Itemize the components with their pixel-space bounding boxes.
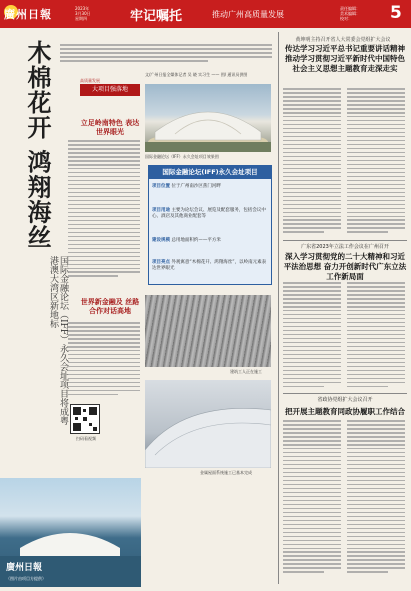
lead-vertical-subtitle: 国际金融论坛（IFF）永久会址项目将成粤港澳大湾区新地标 — [48, 256, 68, 426]
article-1-title: 传达学习习近平总书记重要讲话精神 推动学习贯彻习近平新时代中国特色社会主义思想主题教育走深走实 — [285, 44, 405, 73]
article-2-body-col-1 — [283, 282, 341, 392]
article-1-kicker: 黄坤明主持召开省人大常委会党组扩大会议 — [295, 37, 391, 43]
article-2-body-col-2 — [347, 282, 405, 392]
article-2-title: 深入学习贯彻党的二十大精神和习近平法治思想 奋力开创新时代广东立法工作新局面 — [283, 252, 407, 281]
construction-photo — [145, 295, 271, 367]
ifc-item: 项目亮点 外观寓意“木棉花开、鸿翔海丝”，以岭南元素表达世界眼光 — [152, 260, 267, 271]
venue-rendering-caption: 国际金融论坛（IFF）永久会址项目效果图 — [145, 154, 219, 159]
section-tag-top: 高质量发展 — [80, 78, 100, 83]
qr-code-label: 扫码看视频 — [76, 436, 96, 441]
article-3-kicker: 省政协党组扩大会议召开 — [317, 397, 373, 403]
article-3-body-col-1 — [283, 420, 341, 580]
article-1-body-col-1 — [283, 88, 341, 238]
page-slogan: 牢记嘱托 — [130, 9, 183, 24]
construction-photo-caption: 建筑工人正在施工 — [230, 369, 262, 374]
article-3-body-col-2 — [347, 420, 405, 580]
roof-photo-caption: 金属屋面系统施工已基本完成 — [200, 470, 252, 475]
lead-headline: 木棉花开 鸿翔海丝 — [23, 40, 52, 250]
aerial-photo-caption: （图片由项目方提供） — [6, 576, 46, 581]
page-number: 5 — [390, 3, 402, 23]
subheading-2: 世界新金融及 丝路合作对话高地 — [80, 297, 140, 315]
lead-body-column-2 — [68, 322, 140, 402]
ifc-item: 项目用途 主要为论坛会议、展览及配套服务，包括会议中心、酒店及其他商业配套等 — [152, 208, 266, 219]
qr-code-icon — [71, 405, 99, 433]
article-3-title: 把开展主题教育同政协履职工作结合 — [285, 407, 405, 416]
lead-intro-text — [60, 44, 272, 68]
photo-credit: 文/广州日报全媒体记者 吴 晓 实习生 —— 图/ 通讯员供图 — [145, 72, 248, 77]
section-tag: 大项目强落地 — [80, 84, 140, 96]
lead-body-column-1 — [68, 140, 140, 286]
subheading-1: 立足岭南特色 表达世界眼光 — [80, 118, 140, 136]
page-subtitle: 推动广州高质量发展 — [212, 10, 284, 19]
venue-rendering-photo — [145, 84, 271, 152]
column-divider — [278, 32, 279, 584]
ifc-item: 项目位置 位于广州南沙区蕉门河畔 — [152, 184, 221, 189]
article-divider — [283, 240, 407, 241]
qr-code[interactable] — [70, 404, 100, 434]
editor-credits: 责任编辑： 美术编辑： 校对： — [340, 6, 360, 21]
ifc-item: 建设规模 总用地面积约——平方米 — [152, 238, 221, 243]
issue-date: 2023年 3月30日 星期四 — [75, 6, 91, 21]
roof-construction-photo — [145, 380, 271, 468]
newspaper-logo: 廣州日報 — [4, 8, 52, 21]
article-divider — [283, 393, 407, 394]
footer-logo: 廣州日報 — [6, 563, 43, 573]
article-2-kicker: 广东省2023年立法工作会议在广州召开 — [301, 244, 389, 250]
ifc-info-title: 国际金融论坛(IFF)永久会址项目 — [148, 165, 272, 179]
article-1-body-col-2 — [347, 88, 405, 238]
